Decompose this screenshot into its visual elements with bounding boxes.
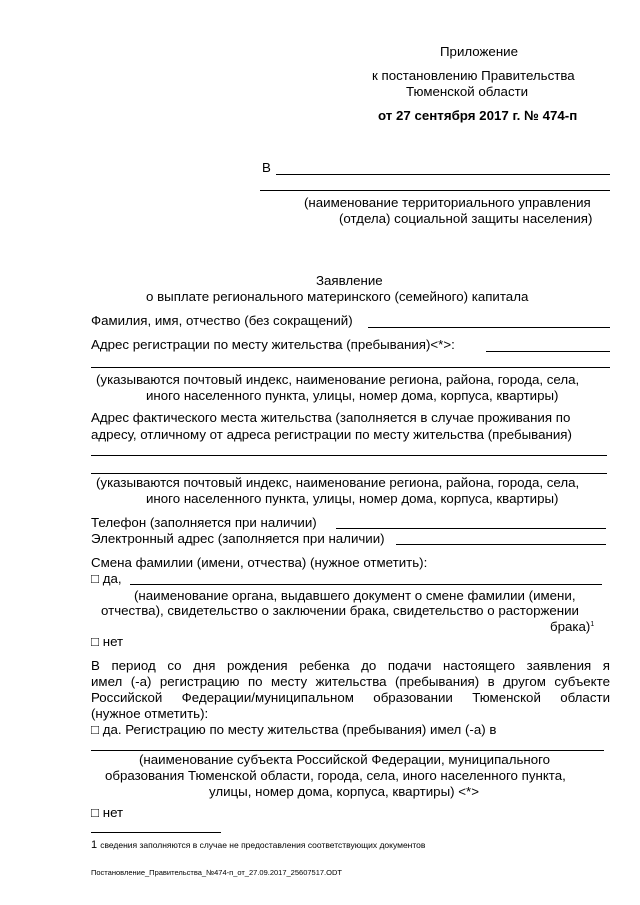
reg-address-caption-2: иного населенного пункта, улицы, номер дома, корпуса, квартиры) bbox=[146, 388, 559, 403]
footer-filename: Постановление_Правительства_№474-п_от_27.09.2017_25607517.ODT bbox=[91, 868, 342, 877]
name-change-caption-3: брака)$^1$ bbox=[550, 619, 595, 634]
fact-address-input-line-1[interactable] bbox=[91, 455, 607, 456]
recipient-prefix: В bbox=[262, 160, 271, 175]
fact-address-label-1: Адрес фактического места жительства (заполняется в случае проживания по bbox=[91, 410, 571, 425]
recipient-line-1[interactable] bbox=[276, 174, 610, 175]
period-input-line[interactable] bbox=[91, 750, 604, 751]
fact-address-input-line-2[interactable] bbox=[91, 473, 607, 474]
footnote-ref: 1 bbox=[590, 621, 595, 628]
fact-address-label-2: адресу, отличному от адреса регистрации по месту жительства (пребывания) bbox=[91, 427, 572, 442]
header-appendix: Приложение bbox=[440, 44, 518, 59]
reg-address-caption-1: (указываются почтовый индекс, наименование региона, района, города, села, bbox=[96, 372, 580, 387]
fact-address-caption-2: иного населенного пункта, улицы, номер дома, корпуса, квартиры) bbox=[146, 491, 559, 506]
recipient-caption-1: (наименование территориального управления bbox=[304, 195, 591, 210]
period-no-checkbox[interactable]: □ нет bbox=[91, 805, 124, 820]
name-change-caption-2: отчества), свидетельство о заключении брака, свидетельство о расторжении bbox=[101, 603, 579, 618]
period-text-4: (нужное отметить): bbox=[91, 706, 209, 721]
recipient-line-2[interactable] bbox=[260, 190, 610, 191]
header-resolution: к постановлению Правительства bbox=[372, 68, 575, 83]
period-text-1: В период со дня рождения ребенка до подачи настоящего заявления я bbox=[91, 658, 610, 673]
recipient-caption-2: (отдела) социальной защиты населения) bbox=[339, 211, 593, 226]
header-date: от 27 сентября 2017 г. № 474-п bbox=[378, 108, 578, 123]
reg-address-label: Адрес регистрации по месту жительства (пребывания)<*>: bbox=[91, 337, 455, 352]
name-change-label: Смена фамилии (имени, отчества) (нужное отметить): bbox=[91, 555, 428, 570]
fact-address-caption-1: (указываются почтовый индекс, наименование региона, района, города, села, bbox=[96, 475, 580, 490]
phone-input-line[interactable] bbox=[336, 528, 606, 529]
reg-address-input-line-2[interactable] bbox=[91, 367, 610, 368]
footnote bbox=[91, 838, 425, 852]
period-caption-3: улицы, номер дома, корпуса, квартиры) <*> bbox=[209, 784, 479, 799]
period-caption-1: (наименование субъекта Российской Федерации, муниципального bbox=[139, 752, 551, 767]
header-region: Тюменской области bbox=[406, 84, 529, 99]
fio-label: Фамилия, имя, отчество (без сокращений) bbox=[91, 313, 353, 328]
period-text-3: Российской Федерации/муниципальном образовании Тюменской области bbox=[91, 690, 610, 705]
fio-input-line[interactable] bbox=[368, 327, 610, 328]
reg-address-input-line[interactable] bbox=[486, 351, 610, 352]
document-title: Заявление bbox=[316, 273, 383, 288]
phone-label: Телефон (заполняется при наличии) bbox=[91, 515, 317, 530]
document-subtitle: о выплате регионального материнского (семейного) капитала bbox=[146, 289, 529, 304]
footnote-number: 1 bbox=[91, 839, 98, 851]
period-caption-2: образования Тюменской области, города, села, иного населенного пункта, bbox=[105, 768, 566, 783]
footnote-separator bbox=[91, 832, 221, 833]
name-change-input-line[interactable] bbox=[130, 584, 602, 585]
name-change-no-checkbox[interactable]: □ нет bbox=[91, 634, 124, 649]
email-input-line[interactable] bbox=[396, 544, 606, 545]
email-label: Электронный адрес (заполняется при наличии) bbox=[91, 531, 385, 546]
period-text-2: имел (-а) регистрацию по месту жительства (пребывания) в другом субъекте bbox=[91, 674, 610, 689]
name-change-yes-checkbox[interactable]: □ да, bbox=[91, 571, 122, 586]
name-change-caption-1: (наименование органа, выдавшего документ о смене фамилии (имени, bbox=[134, 588, 576, 603]
footnote-text: сведения заполняются в случае не предоставления соответствующих документов bbox=[100, 840, 426, 850]
period-yes-checkbox[interactable]: □ да. Регистрацию по месту жительства (пребывания) имел (-а) в bbox=[91, 722, 497, 737]
